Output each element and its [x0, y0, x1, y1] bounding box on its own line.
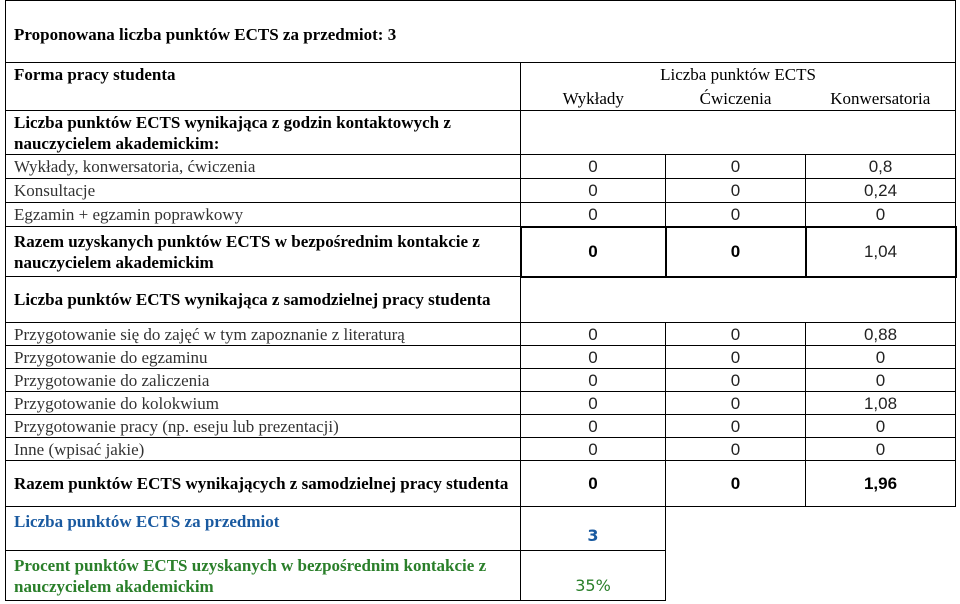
self-total-label: Razem punktów ECTS wynikających z samodzielnej pracy studenta: [6, 461, 521, 507]
contact-heading: Liczba punktów ECTS wynikająca z godzin kontaktowych z nauczycielem akademickim:: [6, 111, 521, 155]
cell-value: 0: [806, 203, 956, 227]
total-row: [6, 227, 956, 277]
col-cwiczenia: Ćwiczenia: [666, 87, 806, 111]
table-row: [6, 179, 956, 203]
table-row: [6, 323, 956, 346]
table-row: [6, 155, 956, 179]
table-row: [6, 438, 956, 461]
row-label: Przygotowanie do kolokwium: [6, 392, 521, 415]
cell-value: 0,88: [806, 323, 956, 346]
row-label: Przygotowanie do zaliczenia: [6, 369, 521, 392]
cell-value: 0: [806, 346, 956, 369]
contact-total-label: Razem uzyskanych punktów ECTS w bezpośrednim kontakcie z nauczycielem akademickim: [6, 227, 521, 277]
ects-total-label: Liczba punktów ECTS za przedmiot: [6, 507, 521, 551]
total-value: 1,96: [806, 461, 956, 507]
total-value: 0: [521, 227, 666, 277]
summary-row: [6, 551, 956, 601]
ects-table-frame: [5, 0, 955, 604]
cell-value: 0: [521, 415, 666, 438]
summary-row: [6, 507, 956, 551]
cell-value: 1,08: [806, 392, 956, 415]
row-label: Egzamin + egzamin poprawkowy: [6, 203, 521, 227]
total-value: 1,04: [806, 227, 956, 277]
cell-value: 0,8: [806, 155, 956, 179]
cell-value: 0: [521, 155, 666, 179]
ects-table: [5, 0, 957, 601]
page-title: [6, 1, 956, 63]
row-label: Przygotowanie do egzaminu: [6, 346, 521, 369]
cell-value: 0: [521, 323, 666, 346]
cell-value: 0: [666, 179, 806, 203]
total-value: 0: [521, 461, 666, 507]
self-heading: Liczba punktów ECTS wynikająca z samodzielnej pracy studenta: [6, 277, 521, 323]
cell-value: 0: [521, 392, 666, 415]
cell-value: 0: [806, 415, 956, 438]
total-value: 0: [666, 461, 806, 507]
cell-value: 0: [666, 203, 806, 227]
title-text: Proponowana liczba punktów ECTS za przedmiot: 3: [14, 25, 397, 44]
total-row: [6, 461, 956, 507]
table-row: [6, 369, 956, 392]
ects-total-value: 3: [521, 507, 666, 551]
row-label: Inne (wpisać jakie): [6, 438, 521, 461]
cell-value: 0: [521, 179, 666, 203]
cell-value: 0: [666, 346, 806, 369]
cell-value: 0: [521, 438, 666, 461]
cell-value: 0: [521, 346, 666, 369]
cell-value: 0: [666, 392, 806, 415]
row-label: Wykłady, konwersatoria, ćwiczenia: [6, 155, 521, 179]
col-konwersatoria: Konwersatoria: [806, 87, 956, 111]
table-row: [6, 392, 956, 415]
total-value: 0: [666, 227, 806, 277]
percent-value: 35%: [521, 551, 666, 601]
cell-value: 0: [806, 438, 956, 461]
row-label: Konsultacje: [6, 179, 521, 203]
table-row: [6, 346, 956, 369]
cell-value: 0: [806, 369, 956, 392]
cell-value: 0: [666, 415, 806, 438]
liczba-header: Liczba punktów ECTS: [521, 63, 956, 87]
cell-value: 0: [666, 369, 806, 392]
cell-value: 0: [666, 323, 806, 346]
percent-label: Procent punktów ECTS uzyskanych w bezpośrednim kontakcie z nauczycielem akademickim: [6, 551, 521, 601]
table-row: [6, 415, 956, 438]
cell-value: 0: [666, 155, 806, 179]
col-wyklady: Wykłady: [521, 87, 666, 111]
cell-value: 0: [521, 203, 666, 227]
cell-value: 0,24: [806, 179, 956, 203]
table-row: [6, 203, 956, 227]
cell-value: 0: [666, 438, 806, 461]
row-label: Przygotowanie się do zajęć w tym zapoznanie z literaturą: [6, 323, 521, 346]
cell-value: 0: [521, 369, 666, 392]
row-label: Przygotowanie pracy (np. eseju lub prezentacji): [6, 415, 521, 438]
forma-header: Forma pracy studenta: [6, 63, 521, 87]
